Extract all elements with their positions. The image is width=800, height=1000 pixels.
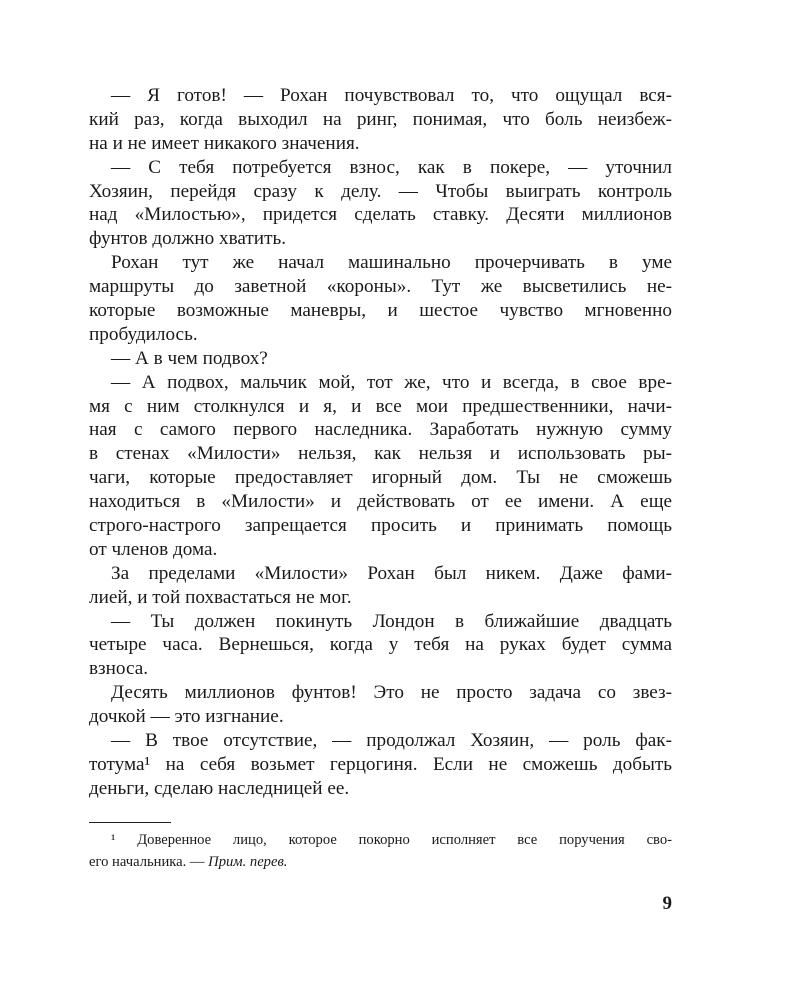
footnote-line: ¹ Доверенное лицо, которое покорно исполняет все поручения сво- [111, 832, 672, 848]
text-line: — Ты должен покинуть Лондон в ближайшие двадцать [111, 610, 672, 632]
text-line: За пределами «Милости» Рохан был никем. Даже фами- [111, 562, 672, 584]
text-line: лией, и той похвастаться не мог. [89, 586, 352, 608]
paragraph [89, 156, 672, 252]
text-line: тотума¹ на себя возьмет герцогиня. Если не сможешь добыть [89, 753, 672, 775]
translator-note: Прим. перев. [208, 854, 288, 870]
footnote-text: его начальника. — [89, 854, 205, 870]
text-line: четыре часа. Вернешься, когда у тебя на руках будет сумма [89, 634, 672, 656]
paragraph [89, 251, 672, 347]
text-line: маршруты до заветной «короны». Тут же высветились не- [89, 276, 672, 298]
text-line: которые возможные маневры, и шестое чувство мгновенно [89, 300, 672, 322]
text-line: кий раз, когда выходил на ринг, понимая, что боль неизбеж- [89, 108, 672, 130]
paragraph [89, 347, 672, 371]
text-line: чаги, которые предоставляет игорный дом. Ты не сможешь [89, 467, 672, 489]
paragraph [89, 681, 672, 729]
paragraph [89, 610, 672, 682]
text-line: — С тебя потребуется взнос, как в покере, — уточнил [111, 156, 672, 178]
text-line: взноса. [89, 658, 149, 680]
text-line: — В твое отсутствие, — продолжал Хозяин, — роль фак- [111, 730, 672, 752]
footnote-divider [89, 822, 171, 823]
text-line: деньги, сделаю наследницей ее. [89, 777, 350, 799]
paragraph [89, 729, 672, 801]
text-line: — Я готов! — Рохан почувствовал то, что ощущал вся- [111, 85, 672, 106]
text-line: Десять миллионов фунтов! Это не просто задача со звез- [111, 682, 672, 704]
footnote [89, 829, 672, 873]
text-line: от членов дома. [89, 538, 218, 560]
text-line: Хозяин, перейдя сразу к делу. — Чтобы выиграть контроль [89, 180, 672, 202]
page-number: 9 [662, 893, 672, 914]
text-line: находиться в «Милости» и действовать от ее имени. А еще [89, 491, 672, 513]
text-line: над «Милостью», придется сделать ставку. Десяти миллионов [89, 204, 672, 226]
paragraph [89, 562, 672, 610]
paragraph [89, 371, 672, 562]
text-line: строго-настрого запрещается просить и принимать помощь [89, 515, 672, 537]
body-text [89, 84, 672, 801]
text-line: Рохан тут же начал машинально прочерчивать в уме [111, 252, 672, 274]
paragraph [89, 84, 672, 156]
text-line: на и не имеет никакого значения. [89, 132, 360, 154]
text-line: — А в чем подвох? [111, 347, 268, 369]
text-line: пробудилось. [89, 323, 198, 345]
text-line: мя с ним столкнулся и я, и все мои предшественники, начи- [89, 395, 672, 417]
text-line: в стенах «Милости» нельзя, как нельзя и использовать ры- [89, 443, 672, 465]
text-line: — А подвох, мальчик мой, тот же, что и всегда, в свое вре- [111, 371, 672, 393]
footnote-line [89, 851, 672, 873]
text-line: фунтов должно хватить. [89, 228, 286, 250]
text-line: дочкой — это изгнание. [89, 706, 284, 728]
text-line: ная с самого первого наследника. Заработать нужную сумму [89, 419, 672, 441]
